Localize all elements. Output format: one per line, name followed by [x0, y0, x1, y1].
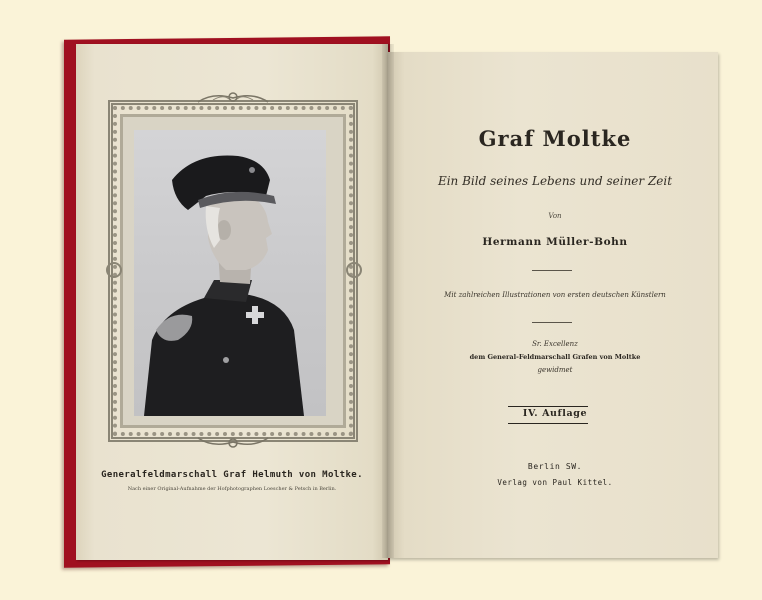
portrait-caption: Generalfeldmarschall Graf Helmuth von Moltke. — [101, 470, 363, 480]
divider-rule-1 — [532, 270, 572, 271]
edition-label: IV. Auflage — [522, 408, 588, 419]
excellency-line: Sr. Excellenz — [532, 340, 578, 348]
publisher-name: Verlag von Paul Kittel. — [497, 478, 613, 487]
author-name: Hermann Müller-Bohn — [482, 236, 628, 248]
by-label: Von — [548, 212, 562, 220]
left-rosette-icon — [106, 262, 122, 278]
bottom-ornament-icon — [193, 434, 273, 450]
divider-rule-2 — [532, 322, 572, 323]
right-rosette-icon — [346, 262, 362, 278]
book-gutter — [382, 44, 394, 558]
top-ornament-icon — [193, 90, 273, 106]
illustrations-note: Mit zahlreichen Illustrationen von ersten deutschen Künstlern — [444, 291, 666, 299]
dedication-line: dem General-Feldmarschall Grafen von Moltke — [469, 353, 641, 361]
dedicated-line: gewidmet — [537, 366, 573, 374]
book-title: Graf Moltke — [478, 126, 632, 151]
portrait-caption-source: Nach einer Original-Aufnahme der Hofphotographen Loescher & Petsch in Berlin. — [127, 486, 337, 492]
publisher-city: Berlin SW. — [527, 462, 583, 471]
book-subtitle: Ein Bild seines Lebens und seiner Zeit — [437, 174, 673, 188]
portrait-photo — [134, 130, 326, 416]
portrait-figure — [134, 130, 326, 416]
